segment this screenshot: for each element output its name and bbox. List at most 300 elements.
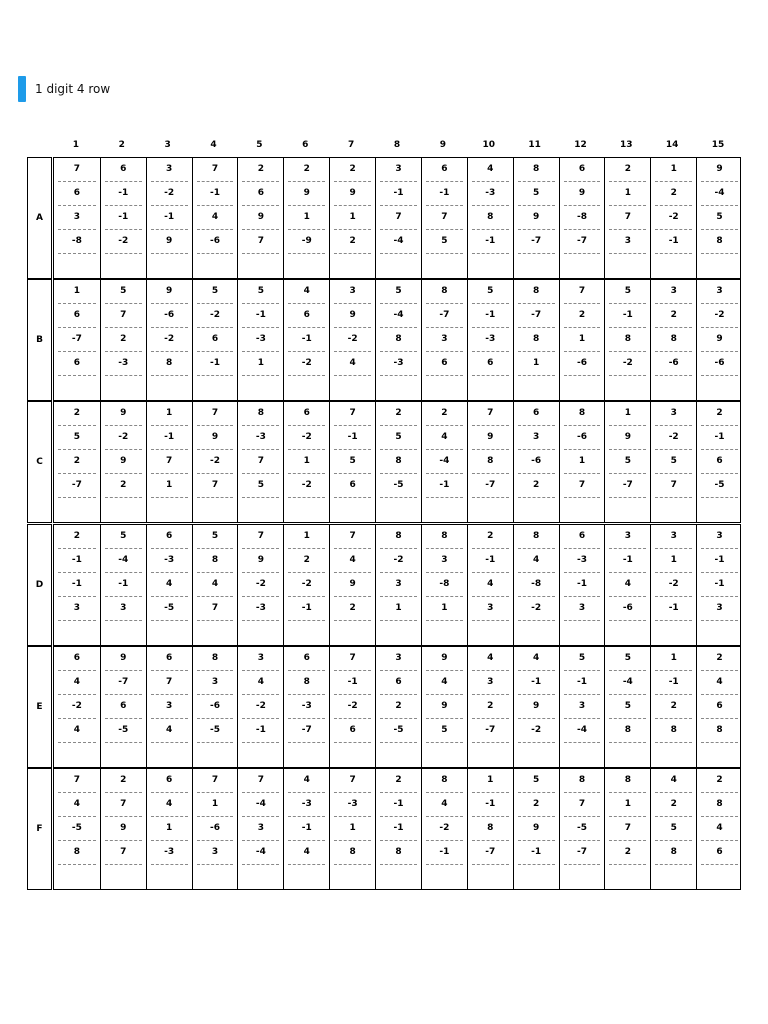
answer-space[interactable] [197,865,234,889]
problem-cell [421,647,467,767]
answer-space[interactable] [701,254,738,278]
answer-space[interactable] [334,254,371,278]
answer-space[interactable] [380,865,417,889]
addend-value: 4 [242,671,279,695]
addend-value: -1 [655,230,692,254]
addend-value: -1 [380,793,417,817]
addend-value: -1 [564,573,601,597]
answer-space[interactable] [701,376,738,400]
addend-value: 5 [334,450,371,474]
addend-value: 8 [472,206,509,230]
problem-cell [283,158,329,278]
addend-value: -2 [426,817,463,841]
addend-value: -3 [288,695,325,719]
addend-value: 9 [105,450,142,474]
answer-space[interactable] [58,621,96,645]
row-label: E [27,646,52,768]
addend-value: 2 [380,402,417,426]
answer-space[interactable] [564,498,601,522]
addend-value: 6 [58,647,96,671]
answer-space[interactable] [242,498,279,522]
problem-cell [375,769,421,889]
row-label: D [27,524,52,646]
answer-space[interactable] [518,498,555,522]
addend-value: -1 [701,549,738,573]
addend-value: -7 [609,474,646,498]
addend-value: 7 [58,158,96,182]
addend-value: 5 [380,280,417,304]
addend-value: -6 [197,695,234,719]
addend-value: 7 [426,206,463,230]
answer-space[interactable] [334,621,371,645]
answer-space[interactable] [655,376,692,400]
answer-space[interactable] [105,498,142,522]
problem-cell [192,158,238,278]
answer-space[interactable] [105,376,142,400]
addend-value: 2 [288,158,325,182]
answer-space[interactable] [518,254,555,278]
answer-space[interactable] [380,743,417,767]
problem-row [53,768,741,890]
addend-value: -4 [105,549,142,573]
problem-block [27,401,741,523]
answer-space[interactable] [288,376,325,400]
addend-value: 4 [701,671,738,695]
problem-cell [192,769,238,889]
addend-value: -3 [151,841,188,865]
answer-space[interactable] [151,498,188,522]
addend-value: -2 [58,695,96,719]
problem-row [53,279,741,401]
addend-value: -2 [151,182,188,206]
addend-value: 6 [701,695,738,719]
addend-value: -2 [288,352,325,376]
answer-space[interactable] [197,254,234,278]
problem-cell [329,280,375,400]
addend-value: 7 [564,280,601,304]
problem-cell [237,525,283,645]
problem-cell [696,525,742,645]
column-number: 2 [118,140,125,150]
answer-space[interactable] [151,376,188,400]
answer-space[interactable] [655,865,692,889]
addend-value: 4 [518,549,555,573]
addend-value: -2 [151,328,188,352]
answer-space[interactable] [380,254,417,278]
addend-value: -3 [151,549,188,573]
answer-space[interactable] [609,621,646,645]
answer-space[interactable] [701,498,738,522]
answer-space[interactable] [564,254,601,278]
addend-value: 7 [609,206,646,230]
problem-cell [513,647,559,767]
problem-cell [650,402,696,522]
addend-value: 1 [242,352,279,376]
column-number: 6 [302,140,309,150]
addend-value: 1 [288,206,325,230]
answer-space[interactable] [564,865,601,889]
answer-space[interactable] [655,743,692,767]
addend-value: 3 [655,525,692,549]
answer-space[interactable] [288,865,325,889]
answer-space[interactable] [609,376,646,400]
problem-cell [237,402,283,522]
answer-space[interactable] [197,621,234,645]
addend-value: -1 [197,182,234,206]
addend-value: -4 [426,450,463,474]
addend-value: 6 [426,158,463,182]
addend-value: 4 [58,793,96,817]
addend-value: 7 [151,671,188,695]
problem-cell [696,280,742,400]
answer-space[interactable] [58,498,96,522]
addend-value: -1 [288,817,325,841]
addend-value: -6 [655,352,692,376]
addend-value: -7 [426,304,463,328]
addend-value: -2 [105,426,142,450]
problem-cell [192,280,238,400]
addend-value: 7 [105,304,142,328]
problem-cell [54,525,100,645]
addend-value: 9 [701,158,738,182]
addend-value: 7 [151,450,188,474]
addend-value: -5 [564,817,601,841]
addend-value: 8 [609,328,646,352]
addend-value: 7 [334,769,371,793]
problem-cell [604,525,650,645]
addend-value: -3 [242,426,279,450]
addend-value: 3 [105,597,142,621]
addend-value: -1 [380,182,417,206]
addend-value: 4 [58,671,96,695]
addend-value: 5 [380,426,417,450]
addend-value: -5 [380,719,417,743]
answer-space[interactable] [564,743,601,767]
addend-value: -2 [380,549,417,573]
problem-cell [467,525,513,645]
addend-value: -4 [380,304,417,328]
answer-space[interactable] [380,498,417,522]
addend-value: 3 [472,671,509,695]
answer-space[interactable] [426,743,463,767]
answer-space[interactable] [58,376,96,400]
addend-value: 9 [564,182,601,206]
addend-value: 5 [655,450,692,474]
problem-cell [329,158,375,278]
problem-cell [100,158,146,278]
addend-value: 2 [472,525,509,549]
problem-cell [54,647,100,767]
addend-value: 7 [564,474,601,498]
addend-value: -1 [518,671,555,695]
addend-value: 3 [609,230,646,254]
addend-value: 5 [609,280,646,304]
addend-value: 2 [655,793,692,817]
problem-cell [329,525,375,645]
answer-space[interactable] [518,743,555,767]
row-label: A [27,157,52,279]
addend-value: 5 [518,769,555,793]
addend-value: 3 [242,817,279,841]
addend-value: -1 [58,573,96,597]
addend-value: 4 [655,769,692,793]
addend-value: -2 [242,573,279,597]
addend-value: 6 [288,402,325,426]
column-number: 14 [665,140,679,150]
answer-space[interactable] [472,865,509,889]
addend-value: -3 [334,793,371,817]
addend-value: -1 [518,841,555,865]
answer-space[interactable] [105,743,142,767]
answer-space[interactable] [609,498,646,522]
problem-cell [375,402,421,522]
addend-value: 7 [242,525,279,549]
addend-value: 4 [518,647,555,671]
addend-value: -2 [197,304,234,328]
addend-value: 3 [58,206,96,230]
problem-cell [604,647,650,767]
answer-space[interactable] [197,376,234,400]
addend-value: 1 [151,817,188,841]
addend-value: 3 [58,597,96,621]
addend-value: 8 [197,647,234,671]
answer-space[interactable] [58,254,96,278]
answer-space[interactable] [380,376,417,400]
answer-space[interactable] [151,621,188,645]
addend-value: 4 [701,817,738,841]
problem-cell [329,647,375,767]
answer-space[interactable] [242,621,279,645]
answer-space[interactable] [151,743,188,767]
problem-cell [696,769,742,889]
answer-space[interactable] [701,743,738,767]
answer-space[interactable] [197,743,234,767]
addend-value: 3 [197,671,234,695]
addend-value: -1 [334,426,371,450]
addend-value: 3 [701,597,738,621]
addend-value: 4 [472,573,509,597]
answer-space[interactable] [609,254,646,278]
answer-space[interactable] [288,743,325,767]
addend-value: -2 [197,450,234,474]
problem-block [27,646,741,768]
answer-space[interactable] [472,498,509,522]
addend-value: -2 [655,206,692,230]
addend-value: 8 [151,352,188,376]
addend-value: 2 [58,450,96,474]
addend-value: -4 [609,671,646,695]
problem-cell [467,158,513,278]
answer-space[interactable] [334,743,371,767]
answer-space[interactable] [472,621,509,645]
addend-value: -7 [472,841,509,865]
addend-value: 7 [242,230,279,254]
addend-value: 8 [655,328,692,352]
addend-value: -1 [242,719,279,743]
answer-space[interactable] [380,621,417,645]
problem-row [53,646,741,768]
answer-space[interactable] [105,254,142,278]
answer-space[interactable] [518,376,555,400]
addend-value: 7 [334,525,371,549]
addend-value: -3 [472,328,509,352]
problem-cell [146,525,192,645]
addend-value: -3 [380,352,417,376]
addend-value: 2 [655,304,692,328]
addend-value: -4 [380,230,417,254]
answer-space[interactable] [518,621,555,645]
addend-value: 4 [151,719,188,743]
addend-value: 9 [151,280,188,304]
addend-value: -7 [472,474,509,498]
answer-space[interactable] [105,621,142,645]
addend-value: 5 [197,280,234,304]
addend-value: 7 [105,793,142,817]
answer-space[interactable] [472,743,509,767]
addend-value: 6 [151,647,188,671]
addend-value: -8 [564,206,601,230]
answer-space[interactable] [426,621,463,645]
problem-cell [192,402,238,522]
addend-value: -7 [58,474,96,498]
addend-value: 3 [380,647,417,671]
addend-value: 8 [564,402,601,426]
answer-space[interactable] [334,376,371,400]
addend-value: 1 [334,817,371,841]
addend-value: 8 [426,769,463,793]
addend-value: 6 [242,182,279,206]
addend-value: 3 [701,280,738,304]
addend-value: 2 [655,695,692,719]
addend-value: -1 [564,671,601,695]
problem-cell [421,769,467,889]
addend-value: 1 [380,597,417,621]
answer-space[interactable] [242,376,279,400]
answer-space[interactable] [105,865,142,889]
answer-space[interactable] [151,865,188,889]
problem-cell [604,158,650,278]
addend-value: 9 [609,426,646,450]
answer-space[interactable] [58,743,96,767]
addend-value: 8 [288,671,325,695]
addend-value: -2 [288,573,325,597]
answer-space[interactable] [242,254,279,278]
problem-cell [513,769,559,889]
answer-space[interactable] [701,865,738,889]
problem-cell [237,647,283,767]
addend-value: 3 [197,841,234,865]
answer-space[interactable] [564,621,601,645]
answer-space[interactable] [242,865,279,889]
addend-value: -5 [151,597,188,621]
addend-value: 4 [426,426,463,450]
answer-space[interactable] [609,743,646,767]
addend-value: 5 [609,450,646,474]
answer-space[interactable] [426,254,463,278]
addend-value: 3 [151,158,188,182]
answer-space[interactable] [426,498,463,522]
answer-space[interactable] [288,254,325,278]
answer-space[interactable] [288,621,325,645]
addend-value: 8 [472,817,509,841]
answer-space[interactable] [151,254,188,278]
problem-cell [192,647,238,767]
addend-value: 9 [518,695,555,719]
addend-value: -6 [197,817,234,841]
answer-space[interactable] [655,254,692,278]
answer-space[interactable] [334,498,371,522]
addend-value: 2 [58,402,96,426]
addend-value: 3 [609,525,646,549]
addend-value: 6 [564,525,601,549]
answer-space[interactable] [609,865,646,889]
answer-space[interactable] [472,376,509,400]
addend-value: 7 [655,474,692,498]
answer-space[interactable] [242,743,279,767]
addend-value: 8 [701,230,738,254]
problem-cell [329,769,375,889]
answer-space[interactable] [197,498,234,522]
problem-cell [513,525,559,645]
answer-space[interactable] [701,621,738,645]
addend-value: -1 [655,671,692,695]
addend-value: -8 [426,573,463,597]
problem-cell [146,769,192,889]
answer-space[interactable] [426,865,463,889]
addend-value: -3 [472,182,509,206]
addend-value: 5 [564,647,601,671]
addend-value: 1 [288,450,325,474]
answer-space[interactable] [426,376,463,400]
addend-value: -1 [334,671,371,695]
addend-value: 4 [151,573,188,597]
addend-value: 9 [105,647,142,671]
addend-value: -1 [242,304,279,328]
addend-value: -7 [518,304,555,328]
answer-space[interactable] [655,621,692,645]
answer-space[interactable] [288,498,325,522]
addend-value: 5 [518,182,555,206]
answer-space[interactable] [518,865,555,889]
column-number: 1 [72,140,80,150]
addend-value: 9 [518,817,555,841]
addend-value: 6 [288,647,325,671]
answer-space[interactable] [472,254,509,278]
problem-cell [375,158,421,278]
addend-value: 6 [151,525,188,549]
addend-value: -6 [701,352,738,376]
addend-value: 8 [518,328,555,352]
answer-space[interactable] [58,865,96,889]
problem-cell [146,158,192,278]
problem-cell [696,402,742,522]
addend-value: 8 [655,841,692,865]
answer-space[interactable] [655,498,692,522]
answer-space[interactable] [334,865,371,889]
addend-value: 3 [380,573,417,597]
addend-value: -1 [609,304,646,328]
addend-value: 4 [426,793,463,817]
answer-space[interactable] [564,376,601,400]
addend-value: 2 [334,230,371,254]
addend-value: 7 [197,402,234,426]
addend-value: -1 [288,597,325,621]
addend-value: -1 [105,206,142,230]
addend-value: 3 [518,426,555,450]
column-number-header-row [53,139,741,153]
addend-value: 8 [518,158,555,182]
problem-cell [650,158,696,278]
